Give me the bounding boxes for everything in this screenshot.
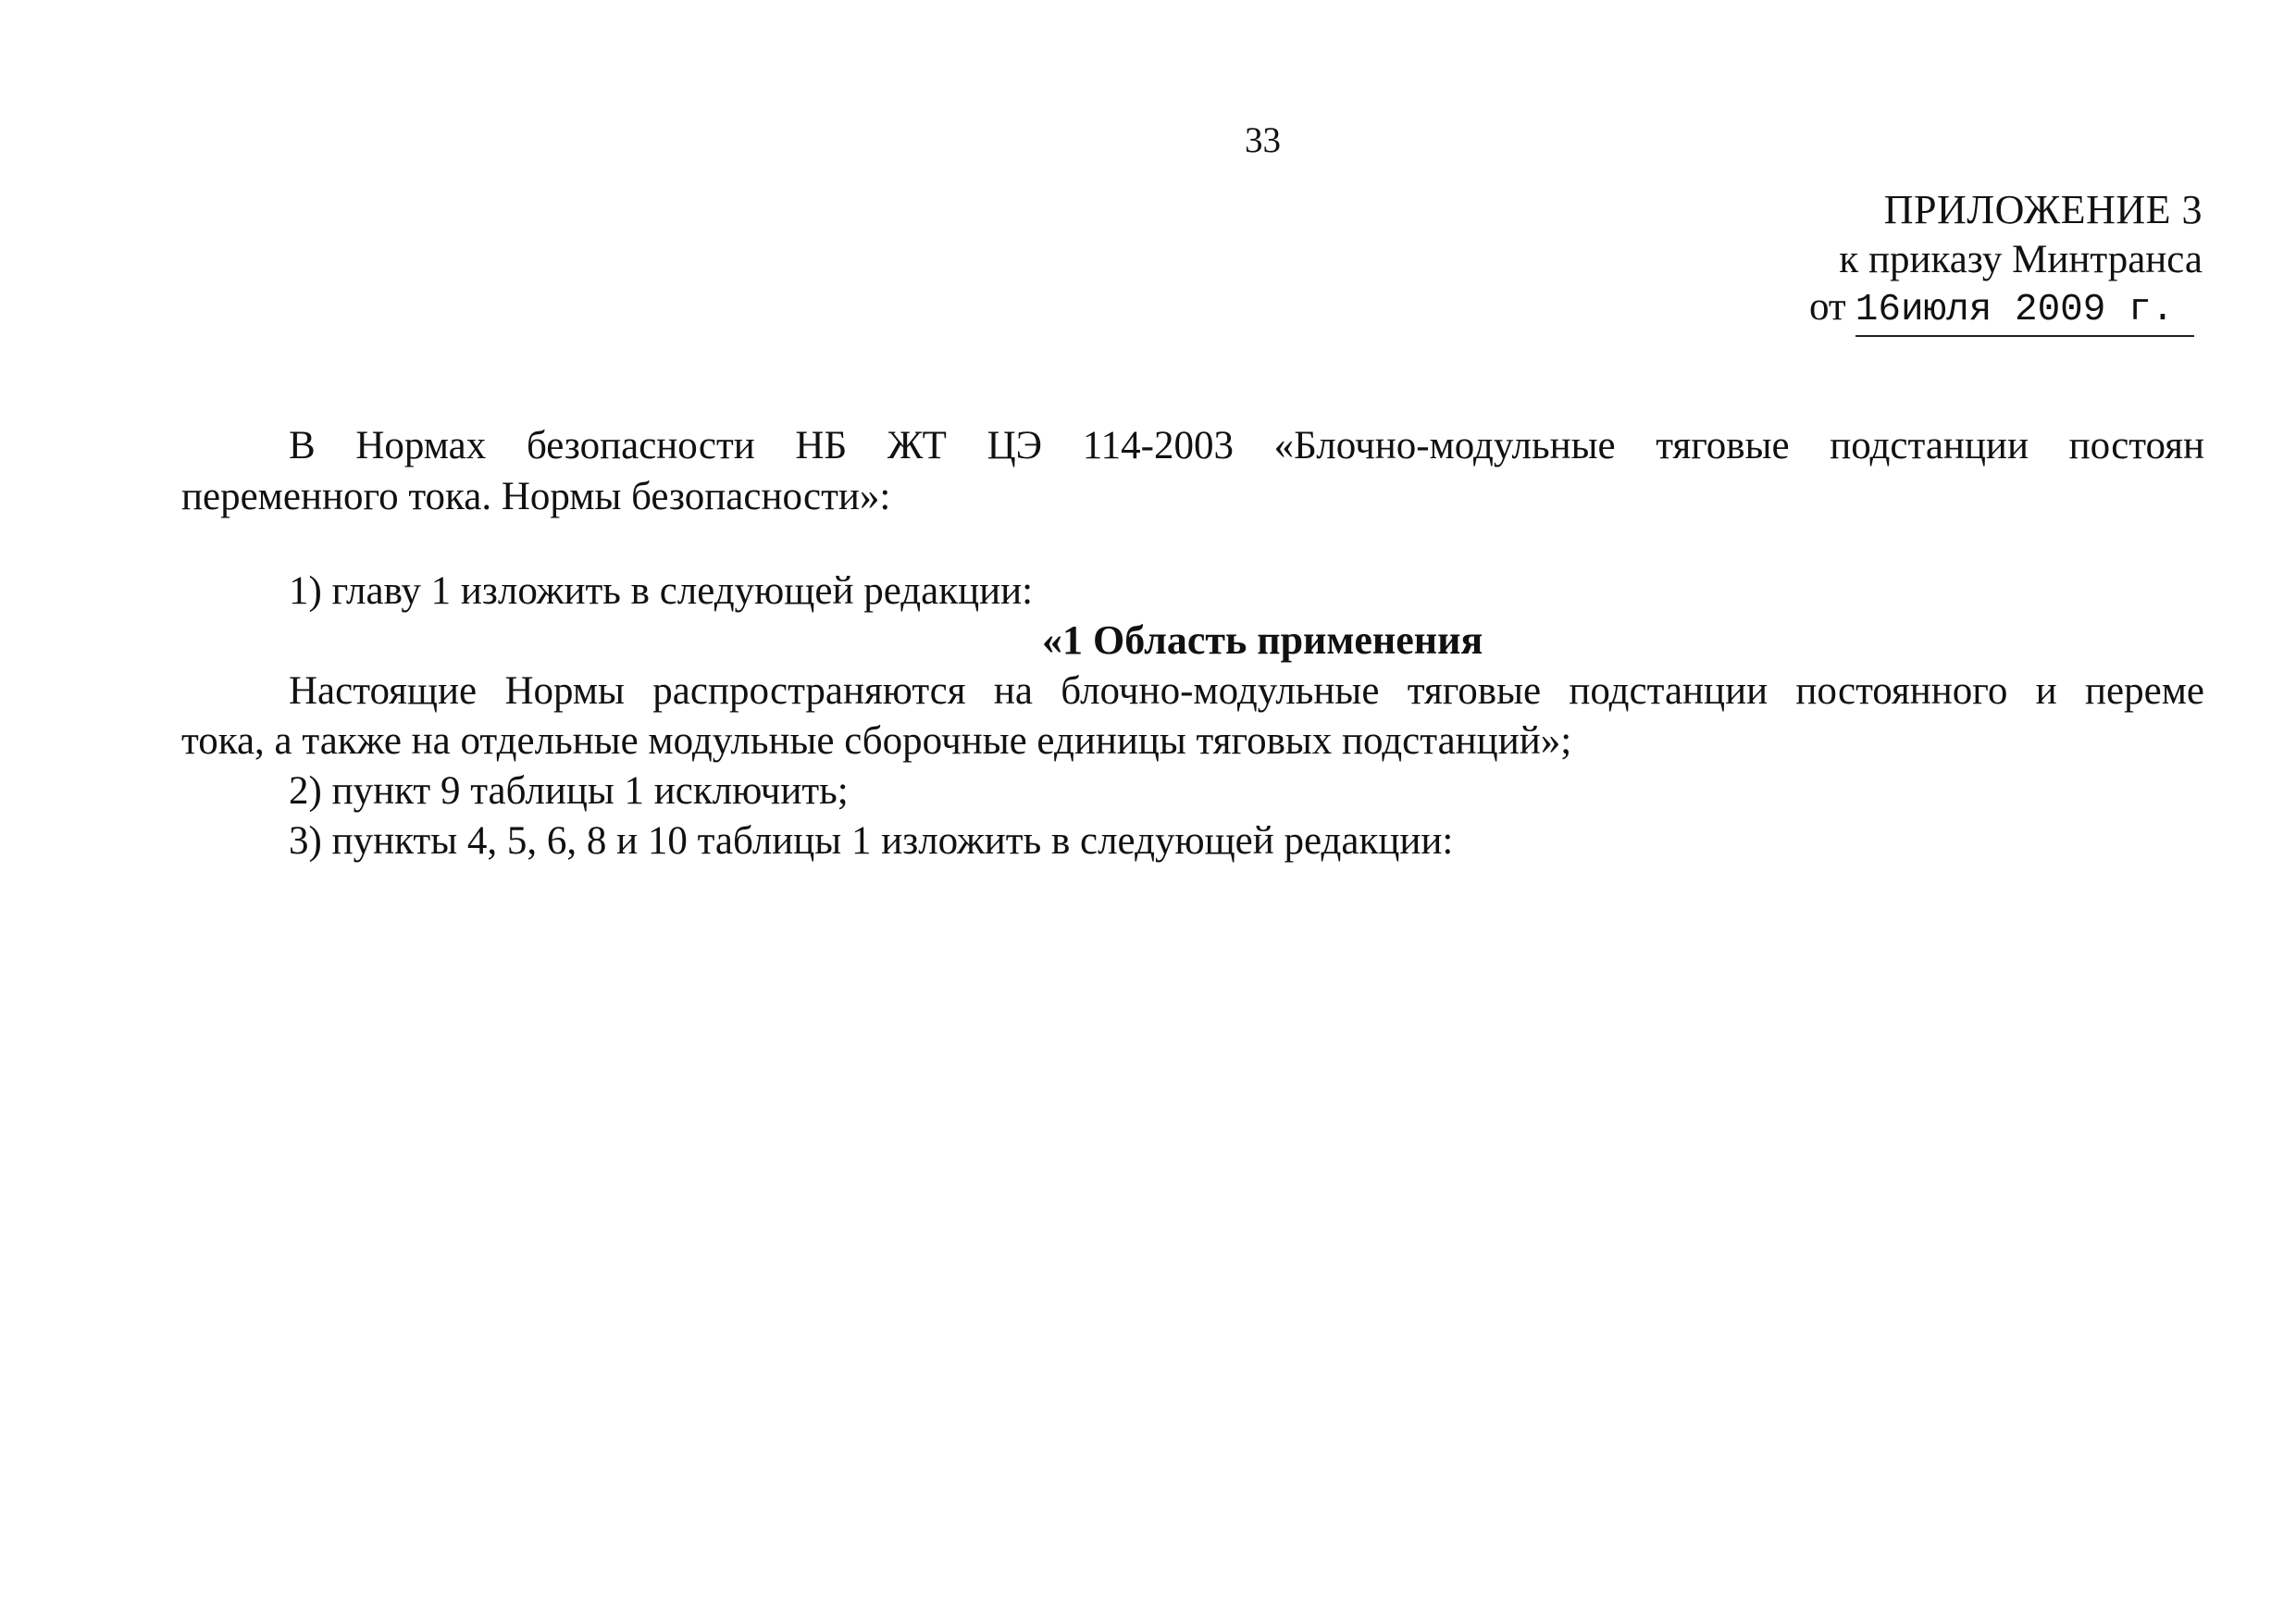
scope-paragraph-line-2: тока, а также на отдельные модульные сборочные единицы тяговых подстанций»; xyxy=(181,719,1572,763)
list-item-1: 1) главу 1 изложить в следующей редакции: xyxy=(289,569,1034,613)
intro-paragraph-line-2: переменного тока. Нормы безопасности»: xyxy=(181,475,891,518)
list-item-2: 2) пункт 9 таблицы 1 исключить; xyxy=(289,769,849,813)
appendix-date-prefix: от xyxy=(1809,285,1846,329)
page-number: 33 xyxy=(1245,120,1281,160)
scope-paragraph-line-1: Настоящие Нормы распространяются на блочно-модульные тяговые подстанции постоянного и переме xyxy=(289,669,2204,713)
appendix-title: ПРИЛОЖЕНИЕ 3 xyxy=(1883,187,2203,232)
appendix-date-line xyxy=(1809,282,2194,337)
intro-paragraph-line-1: В Нормах безопасности НБ ЖТ ЦЭ 114-2003 «Блочно-модульные тяговые подстанции постоян xyxy=(289,424,2204,467)
appendix-date-value: 16июля 2009 г. xyxy=(1855,285,2194,337)
list-item-3: 3) пункты 4, 5, 6, 8 и 10 таблицы 1 изложить в следующей редакции: xyxy=(289,819,1454,863)
appendix-order-line: к приказу Минтранса xyxy=(1839,238,2203,281)
section-heading: «1 Область применения xyxy=(1042,617,1483,663)
